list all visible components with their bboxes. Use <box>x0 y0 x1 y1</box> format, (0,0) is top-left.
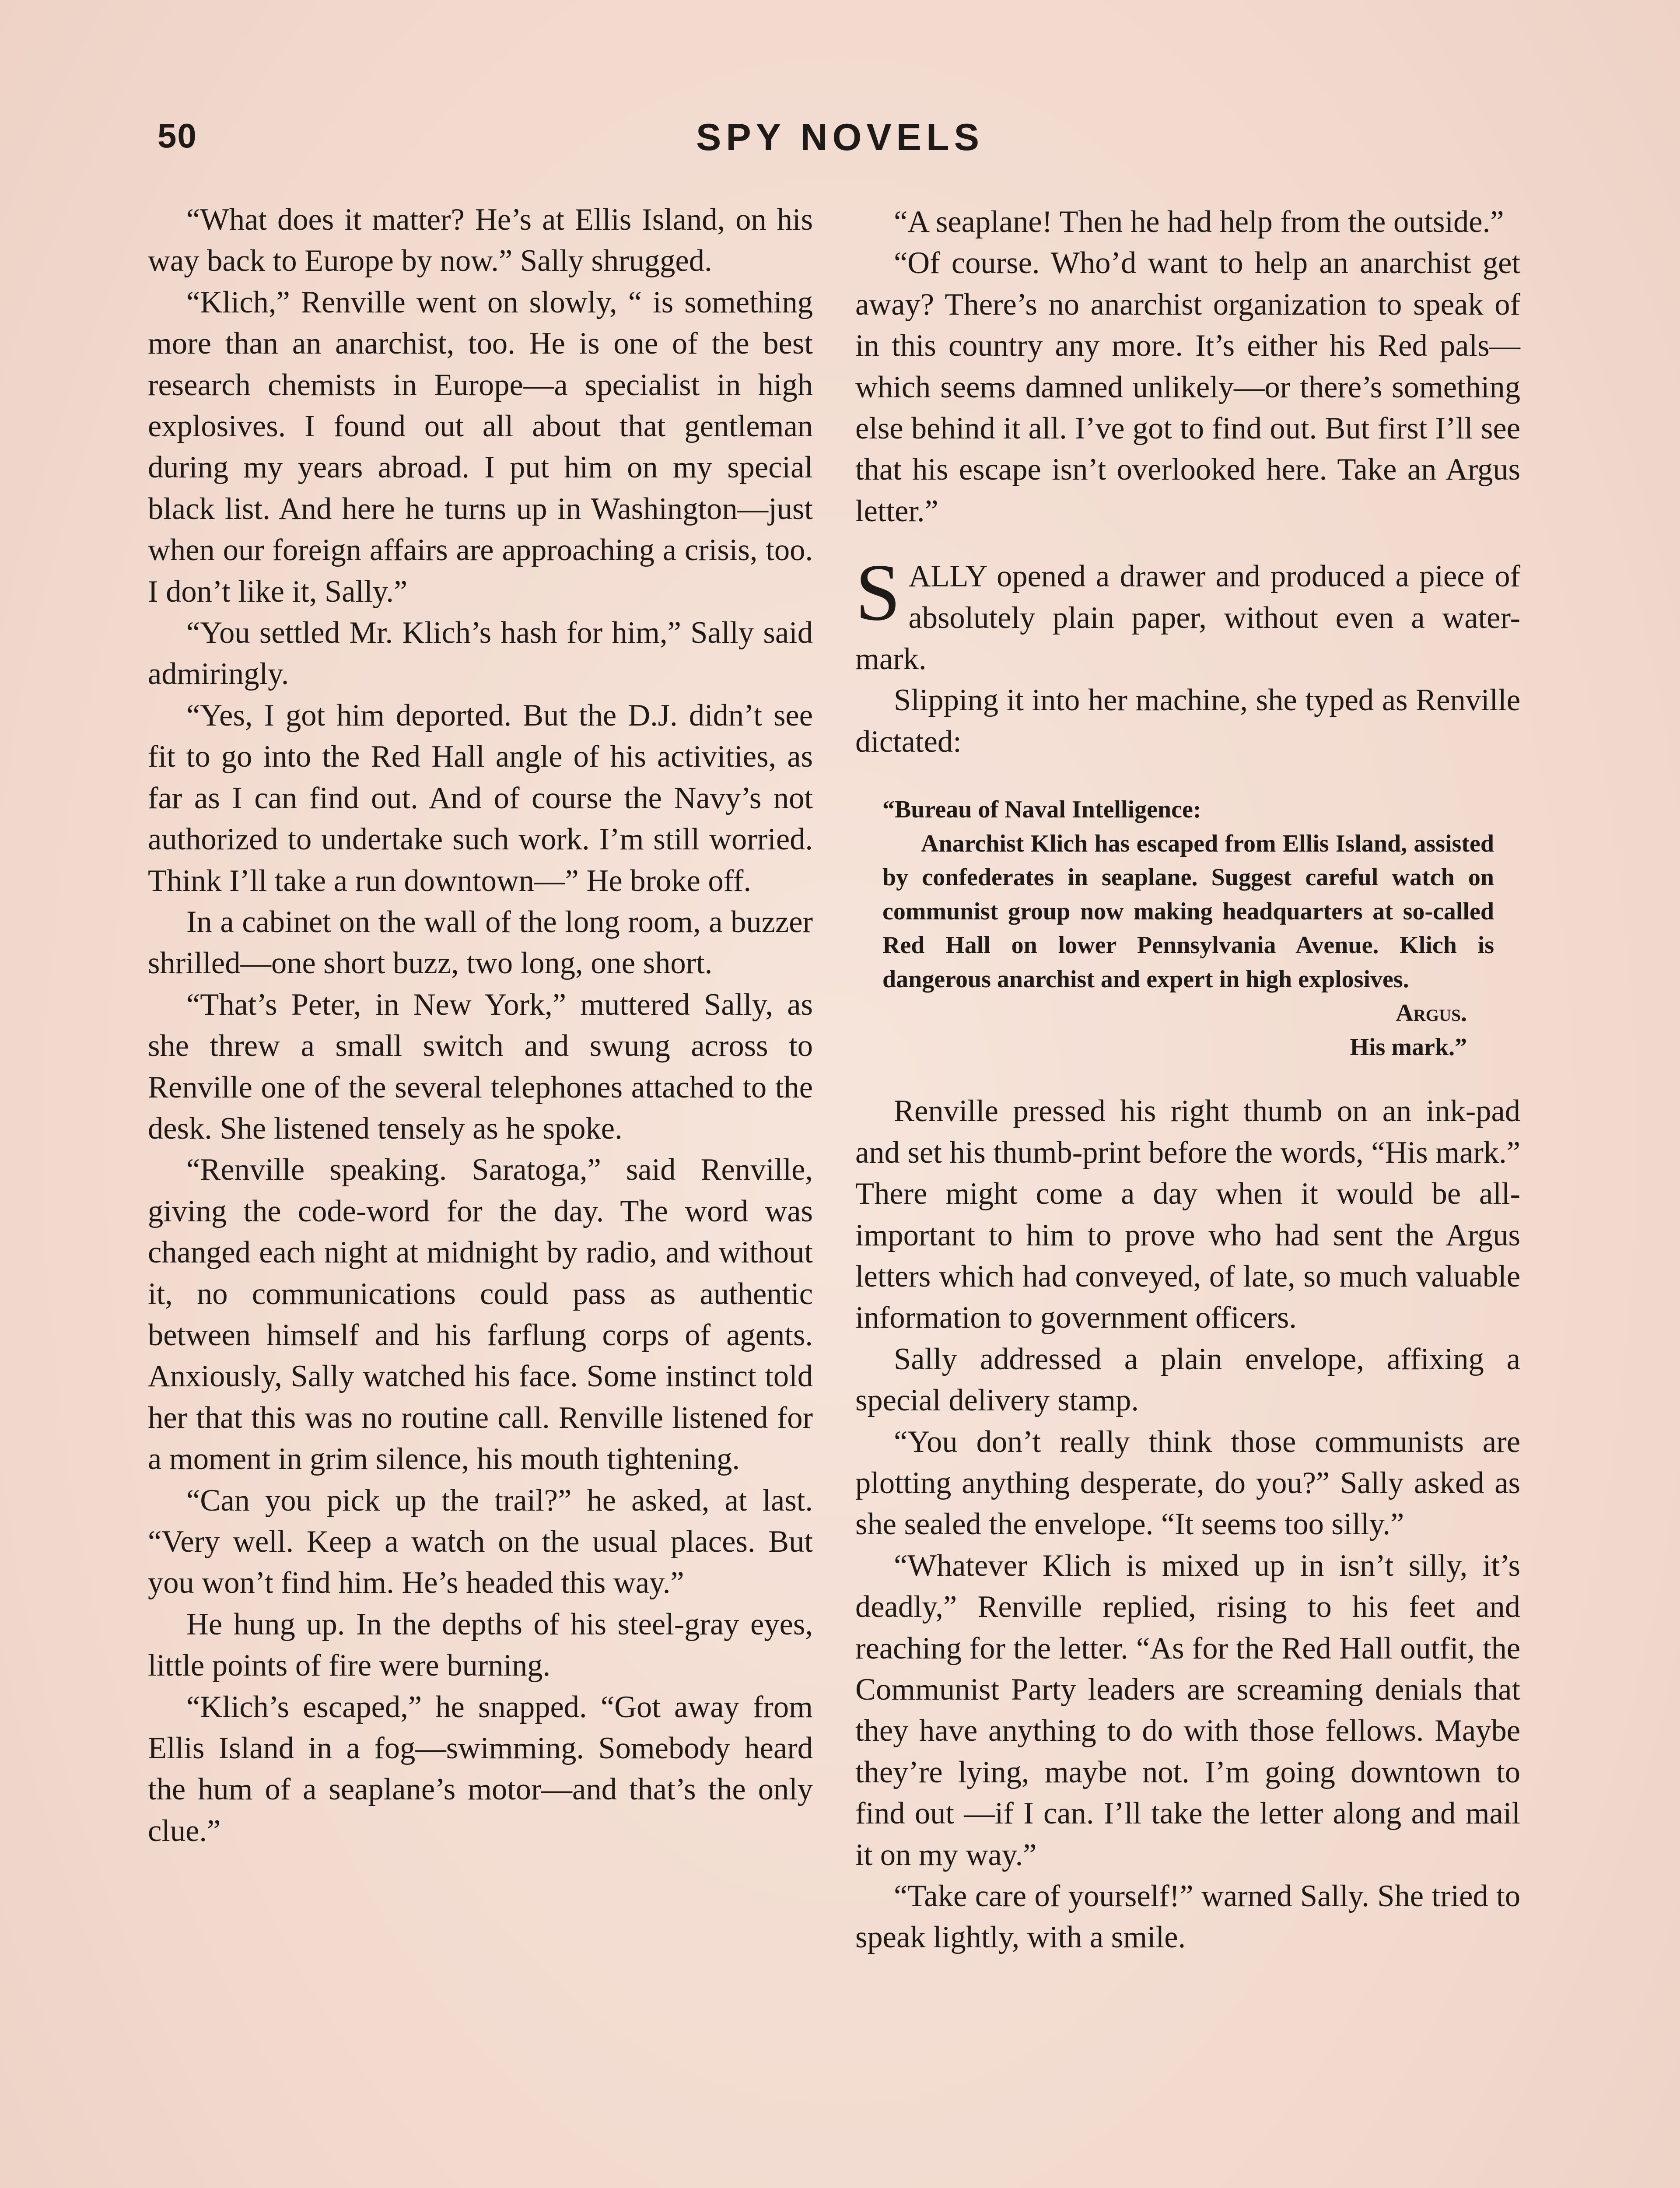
paragraph: “Can you pick up the trail?” he asked, at last. “Very well. Keep a watch on the usual places. But you won’t find him. He’s headed this way.” <box>148 1483 813 1600</box>
paragraph: In a cabinet on the wall of the long room, a buzzer shrilled—one short buzz, two long, one short. <box>148 905 813 981</box>
page-header <box>158 116 1522 168</box>
section-break-paragraph <box>855 547 1520 680</box>
paragraph: “Of course. Who’d want to help an anarchist get away? There’s no anarchist organization to speak of in this country any more. It’s either his Red pals—which seems damned unlikely—or there’s something else behind it all. I’ve got to find out. But first I’ll see that his escape isn’t overlooked here. Take an Argus letter.” <box>855 246 1520 528</box>
letter-body: Anarchist Klich has escaped from Ellis Island, assisted by confederates in seaplane. Suggest careful watch on communist group now making headquarters at so-called Red Hall on lower Pennsylvania Avenue. Klich is dangerous anarchist and expert in high explosives. <box>882 830 1494 993</box>
paragraph: “What does it matter? He’s at Ellis Island, on his way back to Europe by now.” Sally shrugged. <box>148 203 813 278</box>
section-break-text: ALLY opened a drawer and produced a piece of absolutely plain paper, without even a water-mark. <box>855 559 1520 677</box>
paragraph: Slipping it into her machine, she typed as Renville dictated: <box>855 683 1520 759</box>
paragraph: “Klich’s escaped,” he snapped. “Got away from Ellis Island in a fog—swimming. Somebody heard the hum of a seaplane’s motor—and that’s the only clue.” <box>148 1690 813 1848</box>
letter-signature <box>882 996 1467 1031</box>
page-number: 50 <box>158 116 197 155</box>
paragraph: He hung up. In the depths of his steel-gray eyes, little points of fire were burning. <box>148 1607 813 1683</box>
paragraph: “Take care of yourself!” warned Sally. She tried to speak lightly, with a smile. <box>855 1879 1520 1955</box>
paragraph: “Yes, I got him deported. But the D.J. didn’t see fit to go into the Red Hall angle of his activities, as far as I can find out. And of course the Navy’s not authorized to undertake such work. I’m still worried. Think I’ll take a run downtown—” He broke off. <box>148 698 813 898</box>
paragraph: Sally addressed a plain envelope, affixing a special delivery stamp. <box>855 1342 1520 1418</box>
paragraph: “Whatever Klich is mixed up in isn’t silly, it’s deadly,” Renville replied, rising to his feet and reaching for the letter. “As for the Red Hall outfit, the Communist Party leaders are screaming denials that they have anything to do with those fellows. Maybe they’re lying, maybe not. I’m going downtown to find out —if I can. I’ll take the letter along and mail it on my way.” <box>855 1548 1520 1872</box>
paragraph: “You don’t really think those communists are plotting anything desperate, do you?” Sally asked as she sealed the envelope. “It seems too silly.” <box>855 1424 1520 1542</box>
paragraph: “Klich,” Renville went on slowly, “ is something more than an anarchist, too. He is one of the best research chemists in Europe—a specialist in high explosives. I found out all about that gentleman during my years abroad. I put him on my special black list. And here he turns up in Washington—just when our foreign affairs are approaching a crisis, too. I don’t like it, Sally.” <box>148 285 813 609</box>
letter-mark: His mark.” <box>1350 1033 1467 1061</box>
paragraph: “Renville speaking. Saratoga,” said Renville, giving the code-word for the day. The word was changed each night at midnight by radio, and without it, no communications could pass as authentic between himself and his farflung corps of agents. Anxiously, Sally watched his face. Some instinct told her that this was no routine call. Renville listened for a moment in grim silence, his mouth tightening. <box>148 1153 813 1476</box>
paragraph: “A seaplane! Then he had help from the outside.” <box>894 205 1504 239</box>
paragraph: “You settled Mr. Klich’s hash for him,” Sally said admiringly. <box>148 616 813 691</box>
paragraph: “That’s Peter, in New York,” muttered Sally, as she threw a small switch and swung across to Renville one of the several telephones attached to the desk. She listened tensely as he spoke. <box>148 987 813 1146</box>
right-column <box>855 201 1520 1958</box>
left-column <box>148 199 813 1851</box>
letter-heading: “Bureau of Naval Intelligence: <box>882 796 1201 824</box>
drop-cap: S <box>855 547 901 638</box>
signature-name: Argus. <box>1396 999 1467 1027</box>
argus-letter <box>882 793 1494 1064</box>
running-title: SPY NOVELS <box>696 116 984 158</box>
paragraph: Renville pressed his right thumb on an ink-pad and set his thumb-print before the words, “His mark.” There might come a day when it would be all-important to him to prove who had sent the Argus letters which had conveyed, of late, so much valuable information to government officers. <box>855 1094 1520 1335</box>
